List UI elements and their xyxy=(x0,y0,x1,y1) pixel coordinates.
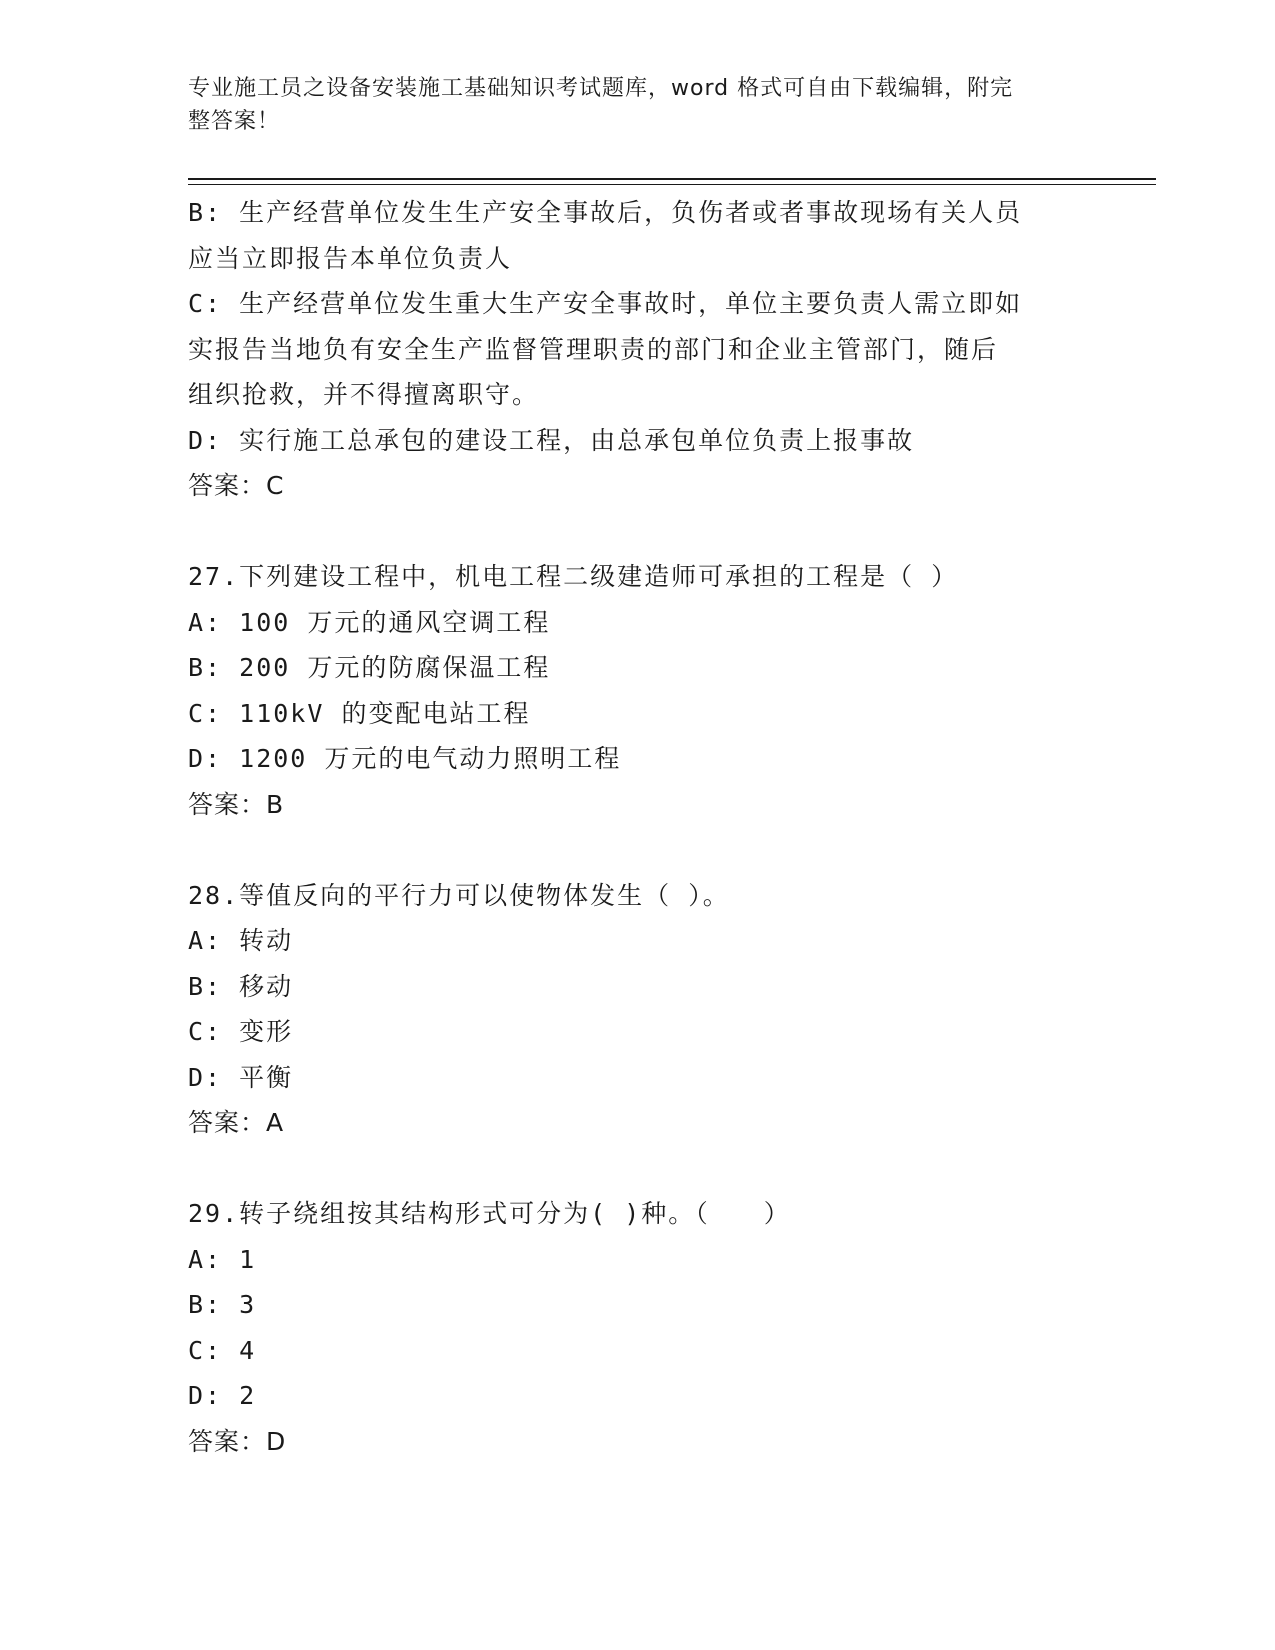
option-d: D: 1200 万元的电气动力照明工程 xyxy=(188,744,622,773)
question-27 xyxy=(188,554,1088,827)
header-rule-thin xyxy=(188,184,1156,185)
option-c: C: 变形 xyxy=(188,1017,294,1046)
answer-line: 答案：C xyxy=(188,471,285,500)
answer-line: 答案：D xyxy=(188,1426,287,1456)
option-b-line-1: B: 生产经营单位发生生产安全事故后，负伤者或者事故现场有关人员 xyxy=(188,198,1023,227)
question-stem: 29.转子绕组按其结构形式可分为( )种。（ ） xyxy=(188,1199,791,1228)
option-c: C: 4 xyxy=(188,1335,257,1365)
answer-line: 答案：B xyxy=(188,789,285,819)
option-a: A: 100 万元的通风空调工程 xyxy=(188,607,551,637)
option-c-line-1: C: 生产经营单位发生重大生产安全事故时，单位主要负责人需立即如 xyxy=(188,289,1023,318)
spacer xyxy=(188,1146,1088,1192)
option-d: D: 实行施工总承包的建设工程，由总承包单位负责上报事故 xyxy=(188,425,915,455)
header-rule-thick xyxy=(188,178,1156,180)
spacer xyxy=(188,827,1088,873)
option-d: D: 平衡 xyxy=(188,1062,294,1092)
answer-line: 答案：A xyxy=(188,1108,285,1137)
question-stem: 27.下列建设工程中，机电工程二级建造师可承担的工程是（ ） xyxy=(188,562,959,591)
question-stem: 28.等值反向的平行力可以使物体发生（ ）。 xyxy=(188,880,730,910)
option-a: A: 转动 xyxy=(188,926,294,955)
question-content xyxy=(188,190,1088,1464)
document-header xyxy=(188,72,1068,138)
option-b: B: 200 万元的防腐保温工程 xyxy=(188,653,551,682)
option-c: C: 110kV 的变配电站工程 xyxy=(188,698,531,728)
option-b: B: 3 xyxy=(188,1290,257,1319)
question-29 xyxy=(188,1191,1088,1464)
option-b: B: 移动 xyxy=(188,971,294,1001)
option-a: A: 1 xyxy=(188,1244,257,1274)
option-d: D: 2 xyxy=(188,1381,257,1410)
prev-question-block xyxy=(188,190,1088,509)
spacer xyxy=(188,509,1088,555)
option-c-line-3: 组织抢救，并不得擅离职守。 xyxy=(188,380,540,409)
header-line-1: 专业施工员之设备安装施工基础知识考试题库，word 格式可自由下载编辑，附完 xyxy=(188,76,1014,101)
option-b-line-2: 应当立即报告本单位负责人 xyxy=(188,243,513,273)
header-line-2: 整答案！ xyxy=(188,109,281,134)
option-c-line-2: 实报告当地负有安全生产监督管理职责的部门和企业主管部门，随后 xyxy=(188,334,999,364)
question-28 xyxy=(188,873,1088,1146)
